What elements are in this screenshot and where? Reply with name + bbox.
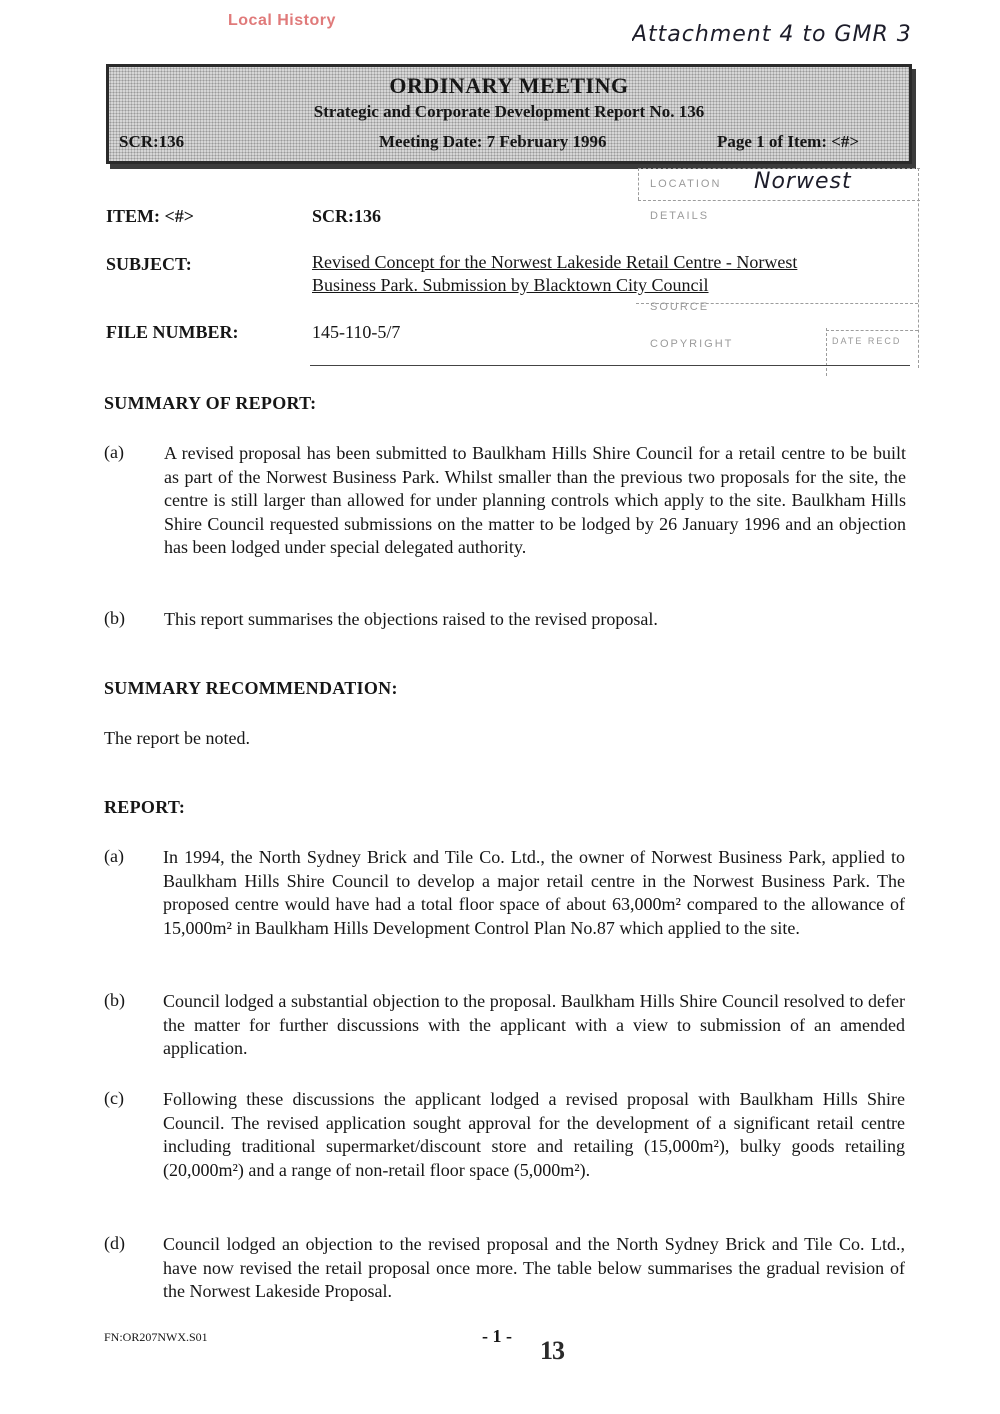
- subject-divider: [310, 365, 910, 366]
- stamp-details-label: DETAILS: [650, 210, 710, 222]
- meeting-header-box: [106, 64, 912, 164]
- handwritten-page-number: 13: [540, 1336, 564, 1365]
- summary-paragraph-a: A revised proposal has been submitted to Baulkham Hills Shire Council for a retail centre to be built as part of the Norwest Business Park. Whilst smaller than the previous two proposals for the site, the centre is still larger than allowed for under planning controls which apply to the site. Baulkham Hills Shire Council requested submissions on the matter to be lodged by 26 January 1996 and an objection has been lodged under special delegated authority.: [164, 443, 906, 557]
- meeting-title: ORDINARY MEETING: [389, 73, 629, 98]
- local-history-stamp: Local History: [228, 12, 336, 29]
- stamp-copyright-label: COPYRIGHT: [650, 338, 734, 350]
- meeting-date: Meeting Date: 7 February 1996: [379, 132, 607, 151]
- report-paragraph-c: Following these discussions the applicant lodged a revised proposal with Baulkham Hills Shire Council. The revised application sought approval for the development of a significant retail centre including traditional supermarket/discount store and retailing (15,000m²), bulky goods retailing (20,000m²) and a range of non-retail floor space (5,000m²).: [163, 1089, 905, 1180]
- stamp-source-label: SOURCE: [650, 301, 710, 313]
- stamp-location-label: LOCATION: [650, 178, 722, 190]
- subject-line-1: Revised Concept for the Norwest Lakeside Retail Centre - Norwest: [312, 252, 798, 272]
- summary-label-a: (a): [104, 442, 124, 462]
- report-label-b: (b): [104, 990, 125, 1010]
- subject-line-2: Business Park. Submission by Blacktown City Council: [312, 275, 709, 295]
- handwritten-annotation: Attachment 4 to GMR 3: [632, 22, 912, 47]
- report-label-d: (d): [104, 1233, 125, 1253]
- summary-label-b: (b): [104, 608, 125, 628]
- report-paragraph-d: Council lodged an objection to the revised proposal and the North Sydney Brick and Tile Co. Ltd., have now revised the retail proposal once more. The table below summarises the gradual revision of the Norwest Lakeside Proposal.: [163, 1234, 905, 1301]
- report-code: SCR:136: [119, 132, 185, 151]
- item-label: ITEM: <#>: [106, 206, 195, 226]
- summary-paragraph-b: This report summarises the objections raised to the revised proposal.: [164, 609, 658, 629]
- report-paragraph-b: Council lodged a substantial objection to the proposal. Baulkham Hills Shire Council resolved to defer the matter for further discussions with the applicant with a view to submission of an amended application.: [163, 991, 905, 1058]
- stamp-date-recd-label: DATE RECD: [832, 336, 902, 346]
- recommendation-text: The report be noted.: [104, 728, 250, 748]
- page-number: - 1 -: [482, 1326, 512, 1346]
- report-label-a: (a): [104, 846, 124, 866]
- report-paragraph-a: In 1994, the North Sydney Brick and Tile Co. Ltd., the owner of Norwest Business Park, applied to Baulkham Hills Shire Council to develop a major retail centre in the Norwest Business Park. The proposed centre would have had a total floor space of about 63,000m² compared to the allowance of 15,000m² in Baulkham Hills Development Control Plan No.87 which applied to the site.: [163, 847, 905, 938]
- file-number-label: FILE NUMBER:: [106, 322, 239, 342]
- recommendation-heading: SUMMARY RECOMMENDATION:: [104, 678, 398, 698]
- report-subtitle: Strategic and Corporate Development Report No. 136: [313, 102, 705, 121]
- file-number-value: 145-110-5/7: [312, 322, 401, 342]
- item-code: SCR:136: [312, 206, 382, 226]
- stamp-location-value: Norwest: [754, 169, 852, 194]
- subject-label: SUBJECT:: [106, 254, 192, 274]
- page-of-item: Page 1 of Item: <#>: [717, 132, 860, 151]
- summary-heading: SUMMARY OF REPORT:: [104, 393, 317, 413]
- report-label-c: (c): [104, 1088, 124, 1108]
- report-heading: REPORT:: [104, 797, 186, 817]
- file-reference: FN:OR207NWX.S01: [104, 1330, 208, 1344]
